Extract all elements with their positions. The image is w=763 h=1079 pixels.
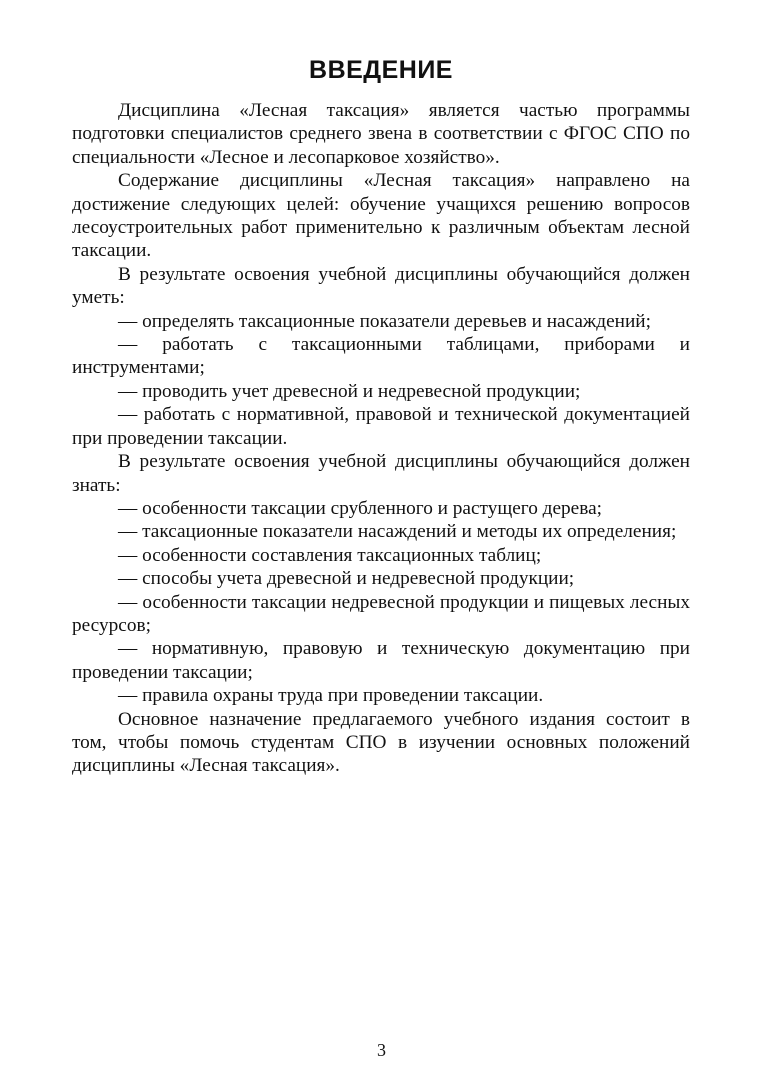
list-item: — таксационные показатели насаждений и методы их определения; — [118, 521, 677, 543]
document-page — [72, 56, 690, 778]
skills-intro-paragraph: В результате освоения учебной дисциплины обучающийся должен уметь: — [72, 263, 690, 309]
page-number: 3 — [377, 1040, 386, 1060]
knowledge-intro-paragraph: В результате освоения учебной дисциплины обучающийся должен знать: — [72, 451, 690, 496]
list-item: — особенности таксации недревесной продукции и пищевых лесных ресурсов; — [72, 591, 690, 636]
list-item: — проводить учет древесной и недревесной продукции; — [118, 380, 581, 402]
list-item: — работать с нормативной, правовой и технической документацией при проведении таксации. — [72, 404, 690, 449]
purpose-paragraph: Основное назначение предлагаемого учебного издания состоит в том, чтобы помочь студентам СПО в изучении основных положений дисциплины «Лесная таксация». — [72, 708, 690, 777]
list-item: — особенности таксации срубленного и растущего дерева; — [118, 497, 602, 519]
list-item: — способы учета древесной и недревесной продукции; — [118, 568, 575, 590]
list-item: — работать с таксационными таблицами, приборами и инструментами; — [72, 334, 690, 379]
knowledge-list — [72, 497, 690, 708]
list-item: — определять таксационные показатели деревьев и насаждений; — [118, 310, 651, 332]
intro-paragraph: Дисциплина «Лесная таксация» является частью программы подготовки специалистов среднего звена в соответствии с ФГОС СПО по специальности «Лесное и лесопарковое хозяйство». — [72, 100, 690, 168]
list-item: — нормативную, правовую и техническую документацию при проведении таксации; — [72, 638, 690, 683]
page-title: ВВЕДЕНИЕ — [309, 56, 453, 84]
list-item: — правила охраны труда при проведении таксации. — [118, 685, 544, 707]
goals-paragraph: Содержание дисциплины «Лесная таксация» направлено на достижение следующих целей: обучение учащихся решению вопросов лесоустроительных работ применительно к различным объектам лесной таксации. — [72, 170, 690, 262]
list-item: — особенности составления таксационных таблиц; — [118, 544, 542, 566]
document-body — [72, 99, 690, 778]
skills-list — [72, 310, 690, 450]
